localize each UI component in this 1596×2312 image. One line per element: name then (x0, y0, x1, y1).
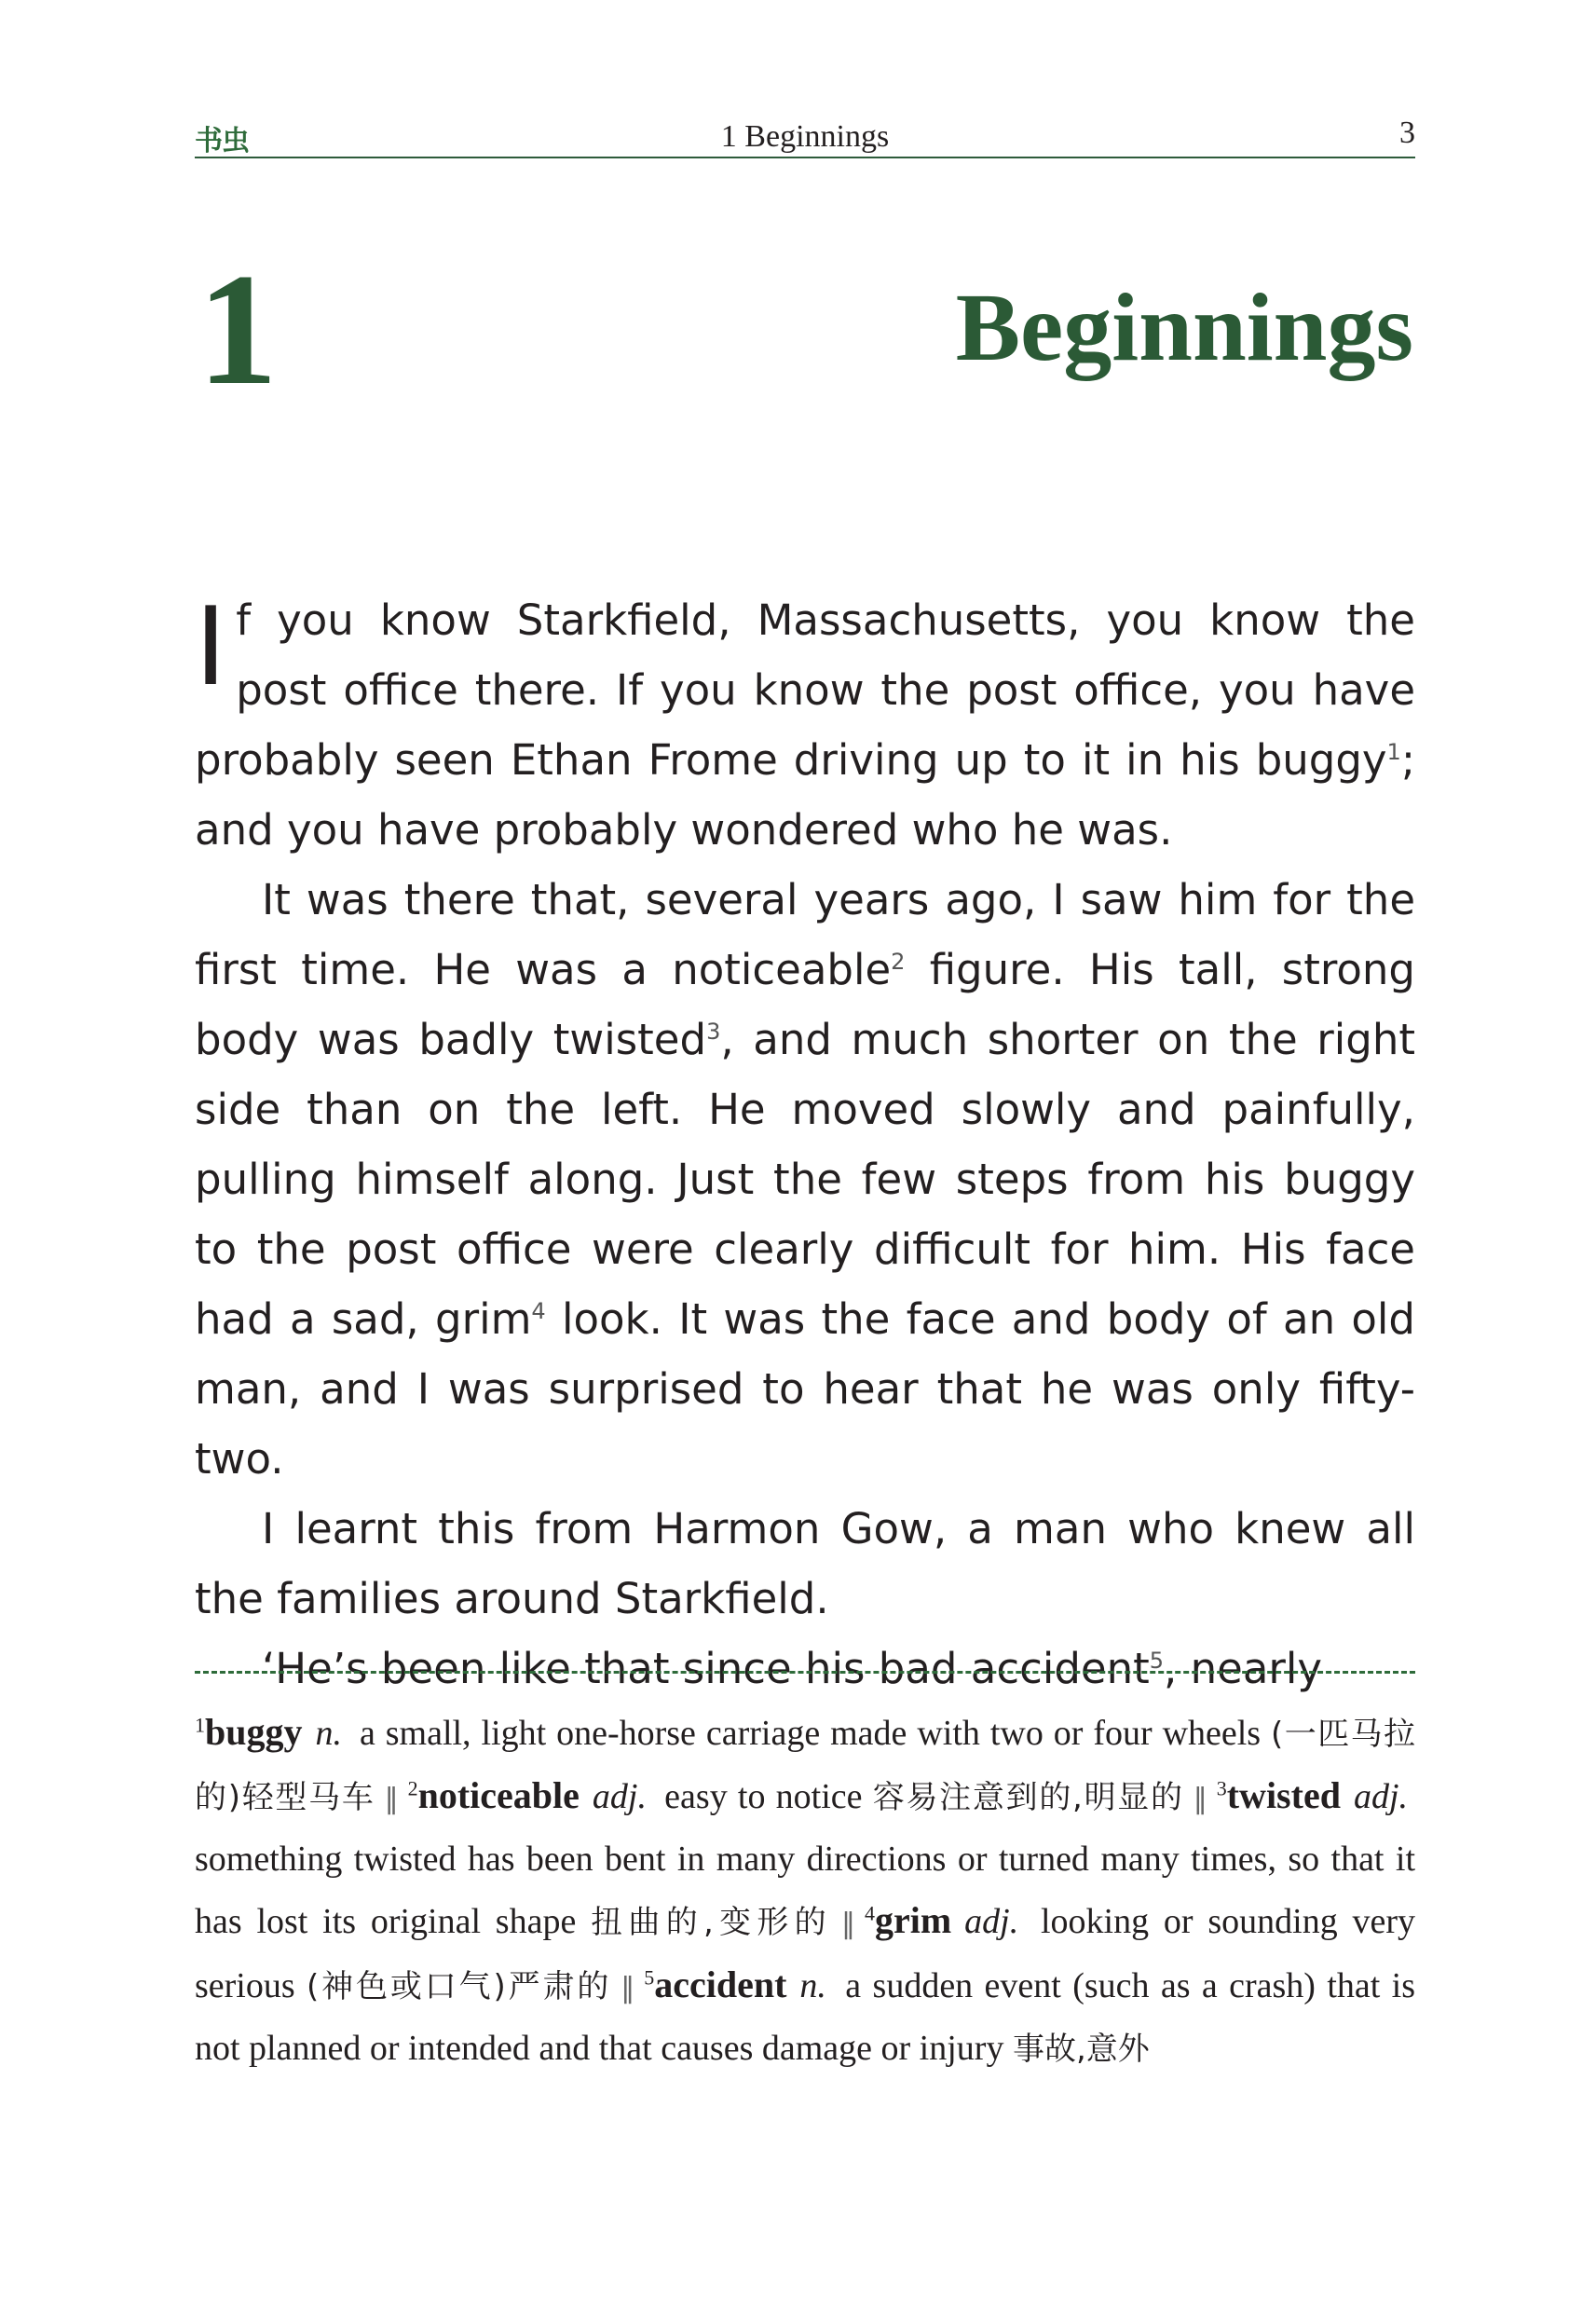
headword: twisted (1226, 1774, 1341, 1816)
footnote-entry (407, 1774, 1184, 1816)
definition: a small, light one-horse carriage made with two or four wheels (359, 1714, 1262, 1753)
part-of-speech: adj. (1353, 1777, 1409, 1816)
headword: buggy (205, 1711, 303, 1753)
drop-cap: I (195, 584, 227, 710)
definition: looking or sounding very serious (195, 1902, 1415, 2005)
footnotes (195, 1702, 1415, 2080)
paragraph-text: ‘He’s been like that since his bad accident (262, 1644, 1150, 1693)
paragraph-text: I learnt this from Harmon Gow, a man who knew all the families around Starkfield. (195, 1504, 1415, 1623)
paragraph-text: f you know Starkfield, Massachusetts, you know the post office there. If you know the post office, you have probably seen Ethan Frome driving up to it in his buggy (195, 595, 1415, 785)
footnote-number: 2 (407, 1776, 418, 1800)
part-of-speech: adj. (592, 1777, 647, 1816)
footnote-ref[interactable]: 3 (706, 1019, 721, 1045)
footnote-ref[interactable]: 1 (1386, 739, 1401, 765)
footnote-number: 3 (1216, 1776, 1227, 1800)
footnote-separator: ‖ (840, 1908, 855, 1940)
footnote-ref[interactable]: 4 (531, 1298, 546, 1324)
definition: easy to notice (664, 1777, 863, 1816)
definition: something twisted has been bent in many directions or turned many times, so that it has lost its original shape (195, 1840, 1415, 1941)
paragraph-text: , nearly (1164, 1644, 1323, 1693)
part-of-speech: adj. (964, 1902, 1019, 1941)
paragraph-text: figure. His tall, strong body was badly twisted (195, 945, 1415, 1064)
footnote-block (195, 1702, 1415, 2080)
part-of-speech: n. (799, 1966, 826, 2005)
paragraph-text: ; and you have probably wondered who he was. (195, 735, 1415, 855)
chinese-gloss: (神色或口气)严肃的 (307, 1968, 612, 2005)
chapter-number: 1 (198, 241, 278, 418)
running-header (195, 110, 1415, 158)
headword: accident (654, 1963, 787, 2005)
footnote-ref[interactable]: 5 (1149, 1648, 1165, 1674)
chinese-gloss: (一匹马拉的)轻型马车 (195, 1716, 1416, 1816)
footnote-ref[interactable]: 2 (891, 949, 906, 975)
paragraph-2 (195, 865, 1415, 1494)
paragraph-4 (195, 1634, 1415, 1703)
running-title: 1 Beginnings (720, 119, 890, 154)
paragraph-text: look. It was the face and body of an old man, and I was surprised to hear that he was only fifty-two. (195, 1294, 1415, 1484)
series-logo: 书虫 (195, 125, 249, 157)
chapter-title: Beginnings (955, 274, 1413, 381)
footnote-number: 5 (644, 1965, 655, 1990)
paragraph-3 (195, 1494, 1415, 1634)
chapter-body (195, 585, 1415, 1703)
page-number: 3 (1399, 116, 1415, 150)
definition: a sudden event (such as a crash) that is not planned or intended and that causes damage or injury (195, 1966, 1416, 2068)
paragraph-text: , and much shorter on the right side than on the left. He moved slowly and painfully, pulling himself along. Just the few steps from his buggy to the post office were clearly difficult for him. His face had a sad, grim (195, 1015, 1416, 1344)
paragraph-1 (195, 585, 1415, 865)
chinese-gloss: 容易注意到的,明显的 (872, 1779, 1184, 1816)
footnote-separator: ‖ (1193, 1783, 1207, 1815)
footnote-number: 1 (195, 1713, 205, 1737)
headword: grim (874, 1899, 952, 1941)
paragraph-text: It was there that, several years ago, I saw him for the first time. He was a noticeable (195, 875, 1415, 994)
chinese-gloss: 事故,意外 (1012, 2031, 1150, 2068)
footnote-divider (195, 1671, 1415, 1674)
headword: noticeable (417, 1774, 580, 1816)
footnote-number: 4 (864, 1901, 875, 1925)
footnote-separator: ‖ (621, 1972, 635, 2004)
footnote-separator: ‖ (384, 1783, 399, 1815)
part-of-speech: n. (315, 1714, 342, 1753)
chinese-gloss: 扭曲的,变形的 (591, 1904, 832, 1941)
